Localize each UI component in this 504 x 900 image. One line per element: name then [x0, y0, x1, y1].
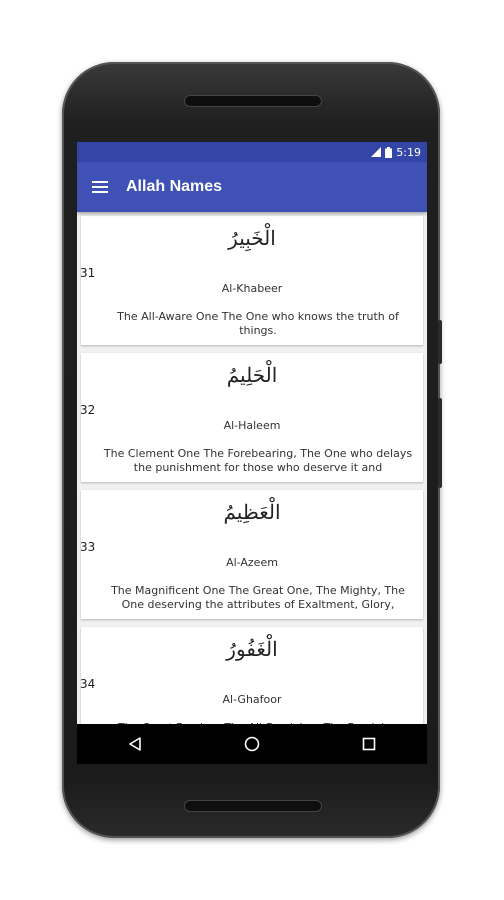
name-number: 32: [80, 403, 96, 417]
recents-button[interactable]: [354, 732, 384, 756]
meaning: The All-Aware One The One who knows the truth of things.: [117, 310, 399, 337]
app-bar: [77, 162, 427, 212]
home-icon: [244, 736, 260, 752]
arabic-name: الْعَظِيمُ: [223, 500, 281, 524]
navigation-bar: [77, 724, 427, 764]
meaning: The Magnificent One The Great One, The Mighty, The One deserving the attributes of Exaltment, Glory,: [111, 584, 405, 611]
bottom-speaker: [184, 800, 322, 812]
menu-icon[interactable]: [92, 181, 108, 193]
home-button[interactable]: [237, 732, 267, 756]
recents-icon: [362, 737, 376, 751]
battery-icon: [385, 147, 392, 158]
names-list[interactable]: [77, 212, 427, 706]
name-number: 34: [80, 677, 96, 691]
status-time: 5:19: [396, 145, 421, 159]
transliteration: Al-Azeem: [226, 556, 278, 569]
transliteration: Al-Khabeer: [221, 282, 283, 295]
transliteration: Al-Ghafoor: [222, 693, 282, 706]
status-bar: [77, 142, 427, 162]
name-card[interactable]: [81, 216, 423, 345]
power-button: [438, 398, 442, 488]
arabic-name: الْحَلِيمُ: [226, 363, 278, 387]
screen: [77, 142, 427, 764]
app-title: Allah Names: [126, 178, 223, 195]
transliteration: Al-Haleem: [223, 419, 281, 432]
name-card[interactable]: [81, 353, 423, 482]
top-speaker: [184, 95, 322, 107]
back-icon: [128, 737, 142, 751]
back-button[interactable]: [120, 732, 150, 756]
name-card[interactable]: [81, 490, 423, 619]
name-number: 33: [80, 540, 96, 554]
arabic-name: الْخَبِيرُ: [228, 226, 276, 250]
arabic-name: الْغَفُورُ: [226, 637, 278, 661]
meaning: The Clement One The Forebearing, The One who delays the punishment for those who deserve it and: [103, 447, 413, 474]
name-number: 31: [80, 266, 96, 280]
front-camera: [140, 97, 145, 102]
signal-icon: [371, 147, 381, 157]
volume-button: [438, 320, 442, 364]
